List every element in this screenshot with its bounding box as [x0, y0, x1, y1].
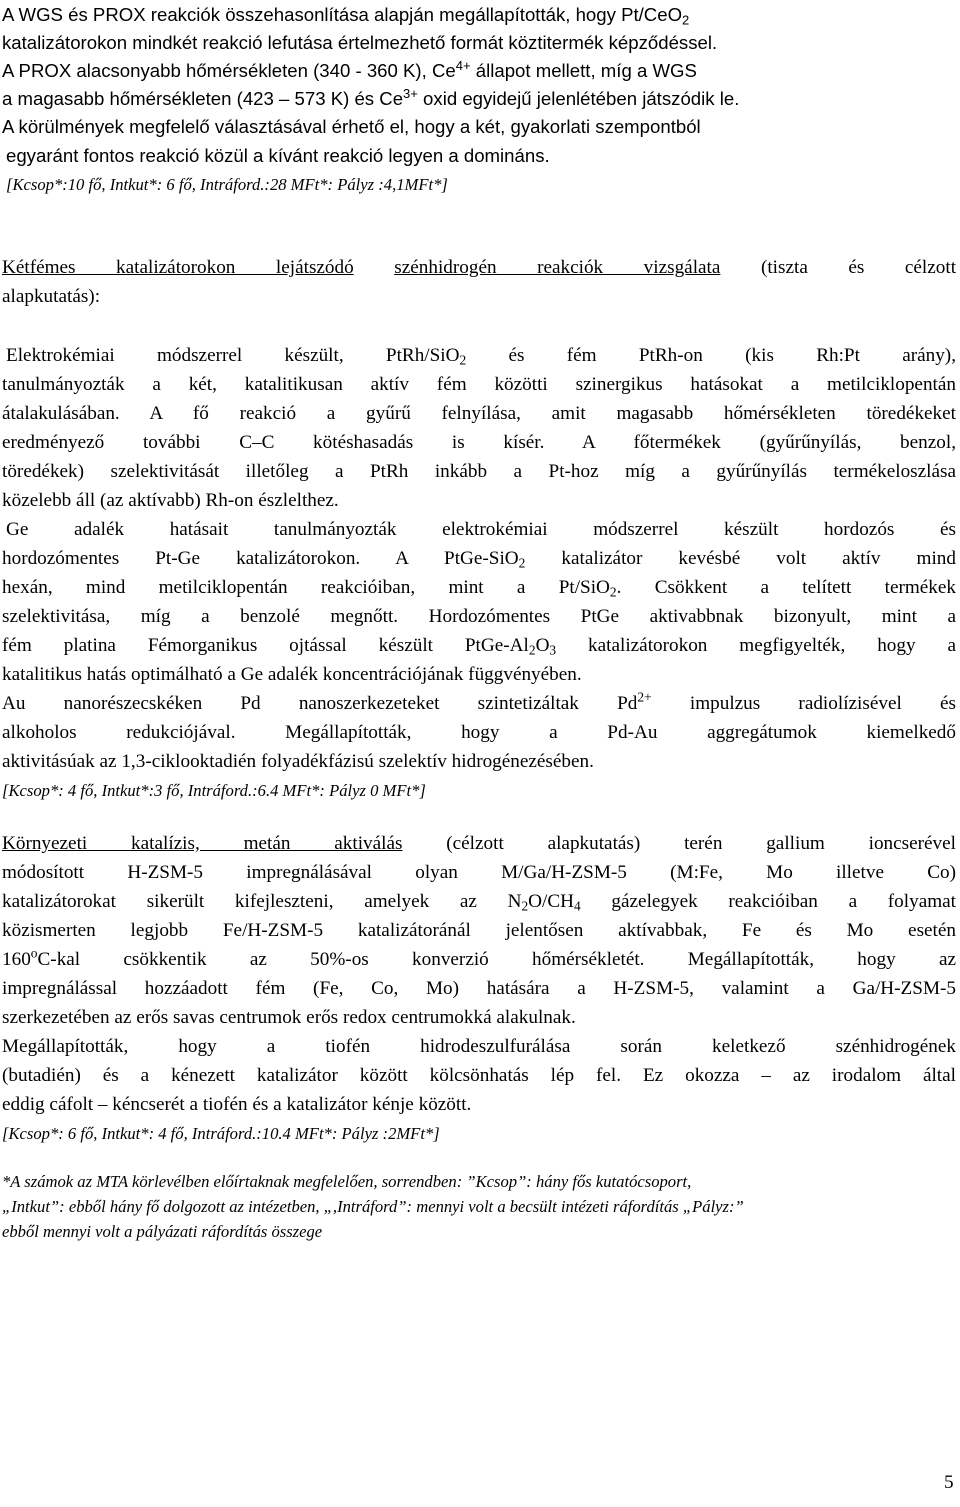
paragraph-line: szelektivitása, míg a benzolé megnőtt. Hordozómentes PtGe aktivabbnak bizonyult, mint a — [2, 606, 956, 627]
paragraph-line: közelebb áll (az aktívabb) Rh-on észlelthez. — [2, 490, 339, 511]
paragraph-line: Ge adalék hatásait tanulmányozták elektrokémiai módszerrel készült hordozós és — [6, 519, 956, 540]
section3-stat-line: [Kcsop*: 6 fő, Intkut*: 4 fő, Intráford.:10.4 MFt*: Pályz :2MFt*] — [2, 1124, 440, 1143]
intro-stat-line: [Kcsop*:10 fő, Intkut*: 6 fő, Intráford.:28 MFt*: Pályz :4,1MFt*] — [6, 175, 448, 194]
paragraph-line: hexán, mind metilciklopentán reakcióiban, mint a Pt/SiO$_2$. Csökkent a telített termékek — [2, 577, 956, 600]
paragraph-line: Környezeti katalízis, metán aktiválás (célzott alapkutatás) terén gallium ioncserével — [2, 833, 957, 854]
section2-stat-line: [Kcsop*: 4 fő, Intkut*:3 fő, Intráford.:6.4 MFt*: Pályz 0 MFt*] — [2, 781, 426, 800]
paragraph-line: Megállapították, hogy a tiofén hidrodeszulfurálása során keletkező szénhidrogének — [2, 1036, 956, 1057]
intro-line: katalizátorokon mindkét reakció lefutása értelmezhető formát köztitermék képződéssel. — [2, 32, 718, 53]
page-number: 5 — [944, 1472, 954, 1493]
paragraph-line: módosított H-ZSM-5 impregnálásával olyan M/Ga/H-ZSM-5 (M:Fe, Mo illetve Co) — [2, 862, 956, 883]
paragraph-line: hordozómentes Pt-Ge katalizátorokon. A PtGe-SiO$_2$ katalizátor kevésbé volt aktív mind — [2, 548, 956, 571]
paragraph-line: aktivitásúak az 1,3-ciklooktadién folyadékfázisú szelektív hidrogénezésében. — [2, 751, 594, 772]
section2-title-line: Kétfémes katalizátorokon lejátszódó szénhidrogén reakciók vizsgálata (tiszta és célzott — [2, 257, 957, 278]
paragraph-line: alkoholos redukciójával. Megállapították, hogy a Pd-Au aggregátumok kiemelkedő — [2, 722, 956, 743]
paragraph-line: eredményező további C–C kötéshasadás is kísér. A főtermékek (gyűrűnyílás, benzol, — [2, 432, 956, 453]
intro-line: A WGS és PROX reakciók összehasonlítása alapján megállapították, hogy Pt/CeO$_2$ — [2, 4, 690, 28]
paragraph-line: katalizátorokat sikerült kifejleszteni, amelyek az $N_2O/CH_4$ gázelegyek reakcióiban a folyamat — [2, 891, 956, 914]
paragraph-line: töredékek) szelektivitását illetőleg a PtRh inkább a Pt-hoz míg a gyűrűnyílás termékeloszlása — [2, 461, 956, 482]
intro-line: A körülmények megfelelő választásával érhető el, hogy a két, gyakorlati szempontból — [2, 116, 701, 137]
intro-line: egyaránt fontos reakció közül a kívánt reakció legyen a domináns. — [6, 145, 550, 166]
intro-line: A PROX alacsonyabb hőmérsékleten (340 - 360 K), $Ce^{4+}$ állapot mellett, míg a WGS — [2, 57, 697, 81]
paragraph-line: katalitikus hatás optimálható a Ge adalék koncentrációjának függvényében. — [2, 664, 582, 685]
section2-title-line: alapkutatás): — [2, 286, 101, 307]
intro-line: a magasabb hőmérsékleten (423 – 573 K) és $Ce^{3+}$ oxid egyidejű jelenlétében játszódik le. — [2, 85, 740, 109]
paragraph-line: Elektrokémiai módszerrel készült, PtRh/SiO$_2$ és fém PtRh-on (kis Rh:Pt arány), — [6, 345, 956, 368]
paragraph-line: impregnálással hozzáadott fém (Fe, Co, Mo) hatására a H-ZSM-5, valamint a Ga/H-ZSM-5 — [2, 978, 956, 999]
paragraph-line: 160$^o$C-kal csökkentik az 50%-os konverzió hőmérsékletét. Megállapították, hogy az — [2, 945, 956, 970]
paragraph-line: (butadién) és a kénezett katalizátor között kölcsönhatás lép fel. Ez okozza – az irodalom által — [2, 1065, 956, 1086]
paragraph-line: szerkezetében az erős savas centrumok erős redox centrumokká alakulnak. — [2, 1007, 576, 1028]
paragraph-line: átalakulásában. A fő reakció a gyűrű felnyílása, amit magasabb hőmérsékleten töredékeket — [2, 403, 956, 424]
paragraph-line: tanulmányozták a két, katalitikusan aktív fém közötti szinergikus hatásokat a metilciklopentán — [2, 374, 956, 395]
paragraph-line: Au nanorészecskéken Pd nanoszerkezeteket szintetizáltak $Pd^{2+}$ impulzus radiolízisével és — [2, 689, 956, 714]
footnote-line: „Intkut”: ebből hány fő dolgozott az intézetben, „,Intráford”: mennyi volt a becsült intézeti ráfordítás „Pályz:” — [2, 1197, 744, 1216]
footnote-line: ebből mennyi volt a pályázati ráfordítás összege — [2, 1222, 323, 1241]
paragraph-line: eddig cáfolt – kéncserét a tiofén és a katalizátor kénje között. — [2, 1094, 472, 1115]
paragraph-line: közismerten legjobb Fe/H-ZSM-5 katalizátoránál jelentősen aktívabbak, Fe és Mo esetén — [2, 920, 956, 941]
footnote-line: *A számok az MTA körlevélben előírtaknak megfelelően, sorrendben: ”Kcsop”: hány fős kutatócsoport, — [2, 1172, 692, 1191]
paragraph-line: fém platina Fémorganikus ojtással készült PtGe-$Al_2O_3$ katalizátorokon megfigyelték, hogy a — [2, 635, 956, 658]
